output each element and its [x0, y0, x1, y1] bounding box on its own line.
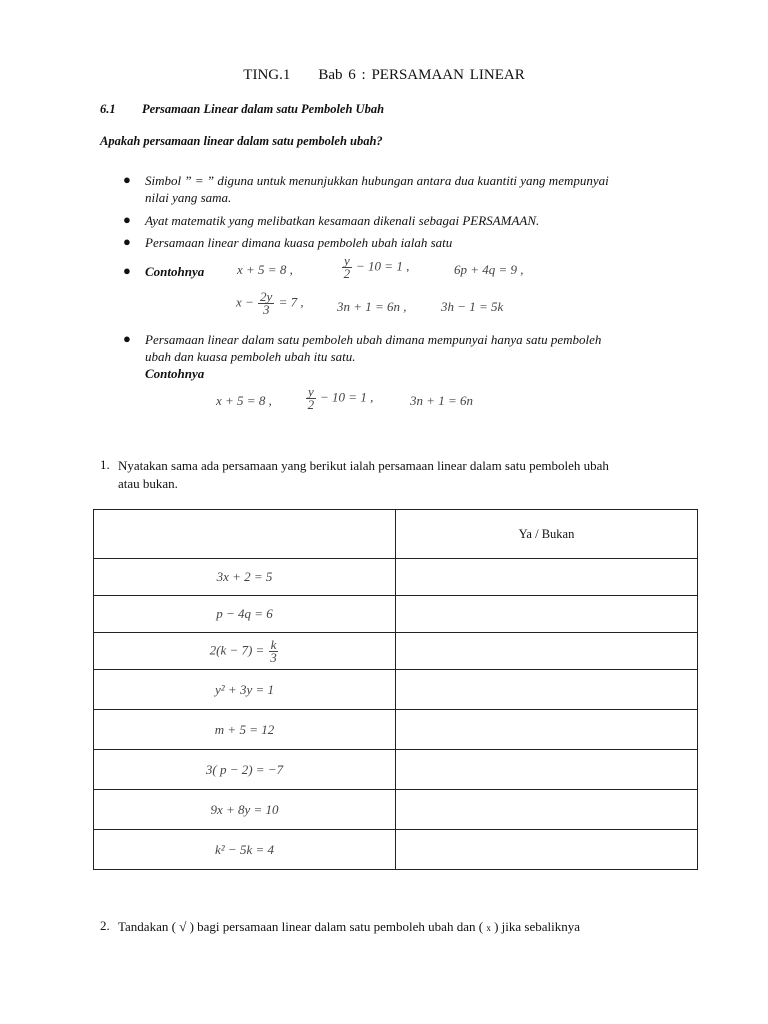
- question-text: Tandakan ( √ ) bagi persamaan linear dalam satu pemboleh ubah dan ( x ) jika sebaliknya: [118, 919, 580, 934]
- answer-cell[interactable]: [396, 790, 698, 830]
- bullet-text: Persamaan linear dalam satu pemboleh ubah dimana mempunyai hanya satu pemboleh ubah dan kuasa pemboleh ubah itu satu. Contohnya: [145, 332, 602, 381]
- bullet-dot: ●: [123, 331, 131, 346]
- equation-cell: k² − 5k = 4: [94, 830, 396, 870]
- table-row: [94, 633, 698, 670]
- equation: $\frac{y}{2}$ − 10 = 1 ,: [307, 384, 374, 412]
- equation: 6p + 4q = 9 ,: [454, 262, 524, 277]
- equation-cell: m + 5 = 12: [94, 710, 396, 750]
- equation: 3h − 1 = 5k: [441, 299, 504, 314]
- equation: 3n + 1 = 6n: [410, 393, 474, 408]
- bullet-dot: ●: [123, 263, 131, 278]
- chapter-label: Bab 6 :: [318, 67, 366, 83]
- equation-cell: 9x + 8y = 10: [94, 790, 396, 830]
- bullet-text: Ayat matematik yang melibatkan kesamaan dikenali sebagai PERSAMAAN.: [145, 213, 540, 228]
- table-cell: [94, 510, 396, 559]
- cross-mark: x: [486, 923, 491, 933]
- chapter-title: PERSAMAAN LINEAR: [371, 67, 525, 83]
- question-heading: Apakah persamaan linear dalam satu pemboleh ubah?: [100, 134, 383, 148]
- equation: $\frac{y}{2}$ − 10 = 1 ,: [343, 253, 410, 281]
- equation-cell: 2(k − 7) = $\frac{k}{3}$: [94, 633, 396, 670]
- table-header-row: [94, 510, 698, 559]
- table-row: [94, 559, 698, 596]
- question-number: 2.: [100, 918, 110, 933]
- equation-cell: p − 4q = 6: [94, 596, 396, 633]
- table-row: [94, 790, 698, 830]
- answer-cell[interactable]: [396, 633, 698, 670]
- table-row: [94, 596, 698, 633]
- answer-cell[interactable]: [396, 710, 698, 750]
- section-title: Persamaan Linear dalam satu Pemboleh Ubah: [142, 102, 385, 116]
- equation: x − $\frac{2y}{3}$ = 7 ,: [236, 289, 304, 317]
- question-text: Nyatakan sama ada persamaan yang berikut ialah persamaan linear dalam satu pemboleh ubah atau bukan.: [118, 458, 609, 491]
- answer-table: [93, 509, 698, 870]
- table-row: [94, 750, 698, 790]
- example-label: Contohnya: [145, 366, 205, 381]
- answer-cell[interactable]: [396, 559, 698, 596]
- bullet-text: Simbol ” = ” diguna untuk menunjukkan hubungan antara dua kuantiti yang mempunyai nilai yang sama.: [145, 173, 609, 205]
- check-mark: √: [179, 919, 187, 934]
- bullet-dot: ●: [123, 212, 131, 227]
- equation: 3n + 1 = 6n ,: [337, 299, 407, 314]
- table-row: [94, 830, 698, 870]
- answer-cell[interactable]: [396, 596, 698, 633]
- equation: x + 5 = 8 ,: [237, 262, 293, 277]
- equation-cell: 3( p − 2) = −7: [94, 750, 396, 790]
- bullet-dot: ●: [123, 172, 131, 187]
- equation-cell: y² + 3y = 1: [94, 670, 396, 710]
- answer-cell[interactable]: [396, 750, 698, 790]
- table-row: [94, 670, 698, 710]
- section-heading: [100, 102, 384, 117]
- example-label: Contohnya: [145, 264, 205, 279]
- equation: x + 5 = 8 ,: [216, 393, 272, 408]
- table-row: [94, 710, 698, 750]
- bullet-text: Persamaan linear dimana kuasa pemboleh ubah ialah satu: [145, 235, 453, 250]
- question-number: 1.: [100, 457, 110, 472]
- section-number: 6.1: [100, 102, 116, 116]
- table-header-cell: Ya / Bukan: [396, 510, 698, 559]
- form-label: TING.1: [243, 67, 291, 83]
- answer-cell[interactable]: [396, 670, 698, 710]
- equation-cell: 3x + 2 = 5: [94, 559, 396, 596]
- answer-cell[interactable]: [396, 830, 698, 870]
- page-title: [0, 67, 768, 84]
- bullet-dot: ●: [123, 234, 131, 249]
